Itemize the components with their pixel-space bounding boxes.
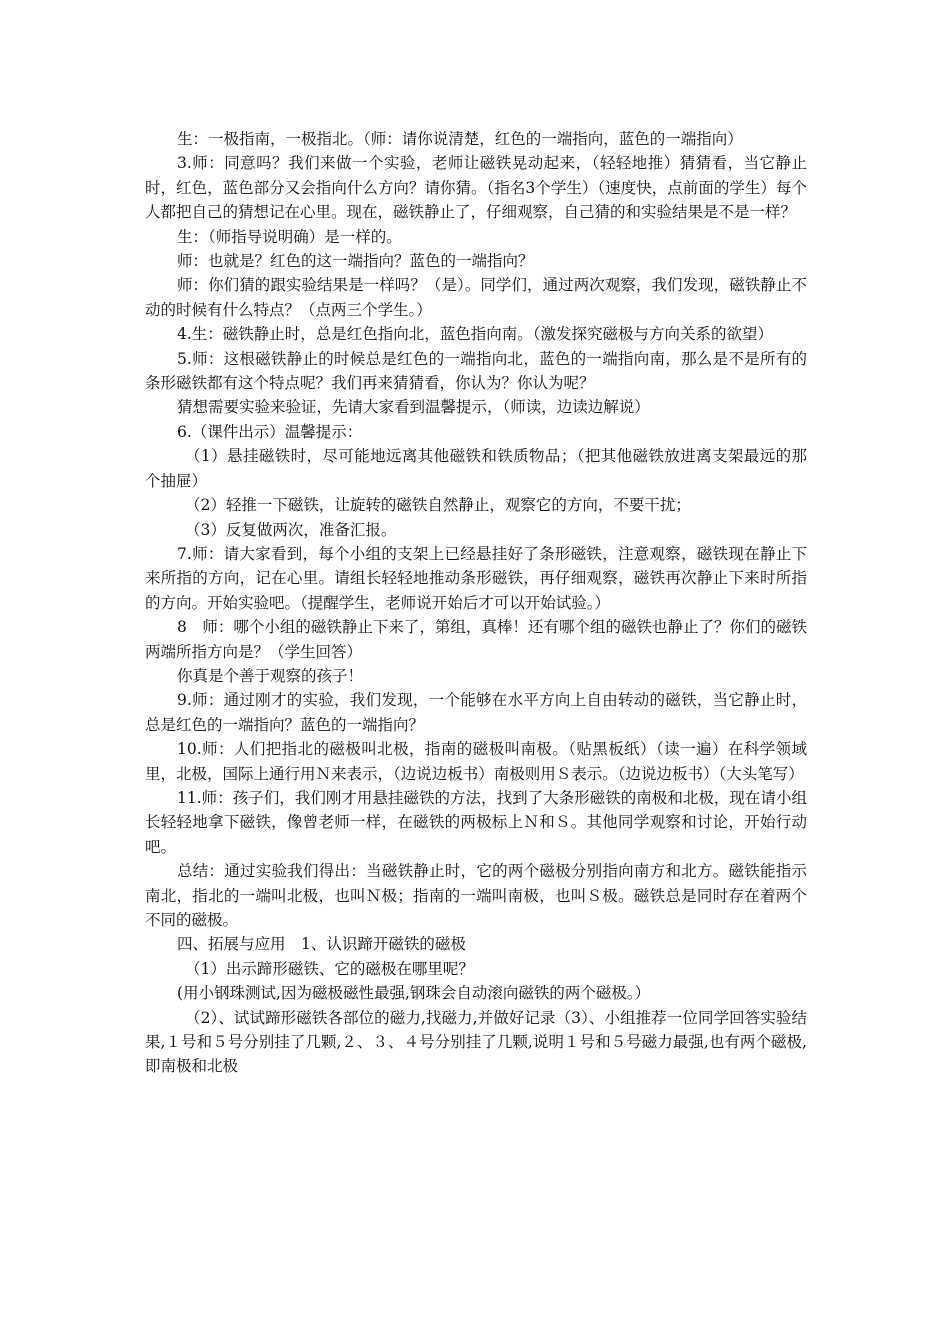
- paragraph-step-4: 4.生：磁铁静止时，总是红色指向北，蓝色指向南。（激发探究磁极与方向关系的欲望）: [177, 325, 774, 344]
- paragraph-step-11: 11.师：孩子们，我们刚才用悬挂磁铁的方法，找到了大条形磁铁的南极和北极，现在请小组长轻轻地拿下磁铁，像曾老师一样，在磁铁的两极标上Ｎ和Ｓ。其他同学观察和讨论，开始行动吧。: [145, 788, 807, 856]
- paragraph-horseshoe-1: （1）出示蹄形磁铁、它的磁极在哪里呢？: [185, 959, 474, 978]
- paragraph-student-answer: 生：一极指南，一极指北。（师：请你说清楚，红色的一端指向，蓝色的一端指向）: [177, 130, 743, 148]
- paragraph-horseshoe-2: （2）、试试蹄形磁铁各部位的磁力,找磁力,并做好记录（3）、小组推荐一位同学回答实验结果,１号和５号分别挂了几颗,２、３、４号分别挂了几颗,说明１号和５号磁力最强,也有两个磁极,即南极和北极: [145, 1008, 807, 1076]
- paragraph-step-10: 10.师：人们把指北的磁极叫北极，指南的磁极叫南极。（贴黑板纸）（读一遍）在科学领域里，北极，国际上通行用Ｎ来表示，（边说边板书）南极则用Ｓ表示。（边说边板书）（大头笔写）: [145, 740, 807, 783]
- paragraph-tip-3: （3）反复做两次，准备汇报。: [185, 520, 397, 539]
- paragraph-student-same: 生：（师指导说明确）是一样的。: [177, 227, 402, 246]
- paragraph-teacher-observe: 师：你们猜的跟实验结果是一样吗？（是）。同学们，通过两次观察，我们发现，磁铁静止不动的时候有什么特点？（点两三个学生。）: [145, 276, 807, 319]
- paragraph-praise: 你真是个善于观察的孩子！: [177, 666, 364, 685]
- paragraph-step-3: 3.师：同意吗？我们来做一个实验，老师让磁铁晃动起来，（轻轻地推）猜猜看，当它静止时，红色，蓝色部分又会指向什么方向？请你猜。（指名3个学生）（速度快，点前面的学生）每个人都把自己的猜想记在心里。现在，磁铁静止了，仔细观察，自己猜的和实验结果是不是一样？: [145, 154, 807, 222]
- paragraph-step-9: 9.师：通过刚才的实验，我们发现，一个能够在水平方向上自由转动的磁铁，当它静止时，总是红色的一端指向？蓝色的一端指向？: [145, 691, 807, 734]
- paragraph-teacher-question: 师：也就是？红色的这一端指向？蓝色的一端指向？: [177, 252, 534, 271]
- paragraph-tip-2: （2）轻推一下磁铁，让旋转的磁铁自然静止，观察它的方向，不要干扰；: [185, 496, 691, 515]
- paragraph-steel-ball: (用小钢珠测试,因为磁极磁性最强,钢珠会自动滚向磁铁的两个磁极。）: [177, 984, 651, 1003]
- paragraph-step-6: 6.（课件出示）温馨提示：: [177, 422, 363, 441]
- paragraph-step-5: 5.师：这根磁铁静止的时候总是红色的一端指向北，蓝色的一端指向南，那么是不是所有的条形磁铁都有这个特点呢？我们再来猜猜看，你认为？你认为呢？: [145, 349, 807, 393]
- paragraph-hypothesis: 猜想需要实验来验证，先请大家看到温馨提示，（师读，边读边解说）: [177, 398, 650, 417]
- paragraph-tip-1: （1）悬挂磁铁时，尽可能地远离其他磁铁和铁质物品；（把其他磁铁放进离支架最远的那个抽屉）: [145, 447, 807, 490]
- section-heading-extension: 四、拓展与应用 1、认识蹄开磁铁的磁极: [177, 935, 466, 954]
- paragraph-step-7: 7.师：请大家看到，每个小组的支架上已经悬挂好了条形磁铁，注意观察，磁铁现在静止下来所指的方向，记在心里。请组长轻轻地推动条形磁铁，再仔细观察，磁铁再次静止下来时所指的方向。开始实验吧。（提醒学生，老师说开始后才可以开始试验。）: [145, 544, 807, 612]
- paragraph-step-8: 8 师：哪个小组的磁铁静止下来了，第组，真棒！还有哪个组的磁铁也静止了？你们的磁铁两端所指方向是？（学生回答）: [145, 618, 807, 661]
- document-body: [145, 127, 807, 1079]
- paragraph-summary: 总结：通过实验我们得出：当磁铁静止时，它的两个磁极分别指向南方和北方。磁铁能指示南北，指北的一端叫北极，也叫Ｎ极；指南的一端叫南极，也叫Ｓ极。磁铁总是同时存在着两个不同的磁极。: [145, 862, 807, 929]
